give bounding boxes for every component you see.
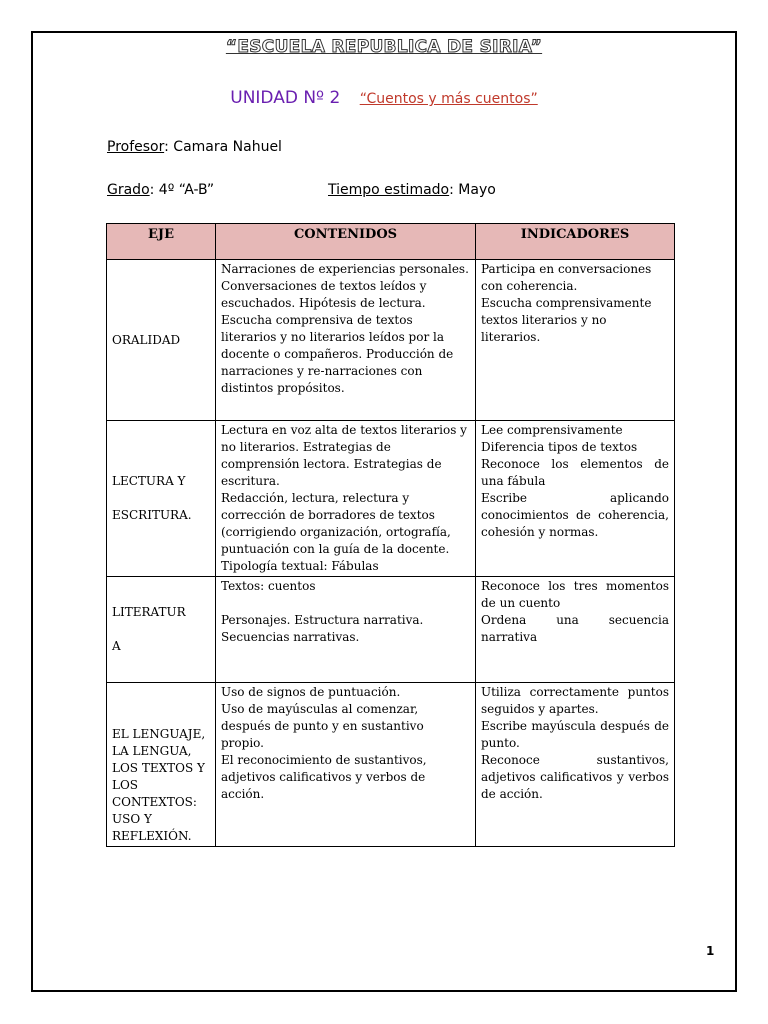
eje-cell: ORALIDAD	[107, 260, 216, 421]
tiempo-line	[328, 182, 496, 198]
indicadores-cell: Lee comprensivamente Diferencia tipos de textos Reconoce los elementos de una fábula Escribe aplicando conocimientos de coherencia, cohesión y normas.	[476, 421, 675, 577]
contenidos-cell: Narraciones de experiencias personales. Conversaciones de textos leídos y escuchados. Hipótesis de lectura. Escucha comprensiva de textos literarios y no literarios leídos por la docente o compañeros. Producción de narraciones y re-narraciones con distintos propósitos.	[216, 260, 476, 421]
indicadores-cell: Participa en conversaciones con coherencia. Escucha comprensivamente textos literarios y no literarios.	[476, 260, 675, 421]
table-row	[107, 577, 675, 683]
grado-line	[107, 182, 214, 198]
table-row	[107, 683, 675, 847]
table-header-row	[107, 224, 675, 260]
header-eje: EJE	[107, 224, 216, 260]
unit-title: “Cuentos y más cuentos”	[359, 91, 538, 107]
table-row	[107, 260, 675, 421]
indicadores-cell: Reconoce los tres momentos de un cuento Ordena una secuencia narrativa	[476, 577, 675, 683]
tiempo-value: : Mayo	[449, 182, 496, 198]
indicadores-cell: Utiliza correctamente puntos seguidos y apartes. Escribe mayúscula después de punto. Reconoce sustantivos, adjetivos calificativos y verbos de acción.	[476, 683, 675, 847]
grado-value: : 4º “A-B”	[149, 182, 215, 198]
contenidos-cell: Uso de signos de puntuación. Uso de mayúsculas al comenzar, después de punto y en sustantivo propio. El reconocimiento de sustantivos, adjetivos calificativos y verbos de acción.	[216, 683, 476, 847]
planning-table	[106, 223, 675, 847]
header-contenidos: CONTENIDOS	[216, 224, 476, 260]
grado-label: Grado	[107, 182, 150, 198]
profesor-value: : Camara Nahuel	[164, 139, 282, 155]
eje-cell: EL LENGUAJE, LA LENGUA, LOS TEXTOS Y LOS CONTEXTOS: USO Y REFLEXIÓN.	[107, 683, 216, 847]
page-number: 1	[706, 944, 715, 958]
header-indicadores: INDICADORES	[476, 224, 675, 260]
contenidos-cell: Lectura en voz alta de textos literarios y no literarios. Estrategias de comprensión lectora. Estrategias de escritura. Redacción, lectura, relectura y corrección de borradores de textos (corrigiendo organización, ortografía, puntuación con la guía de la docente. Tipología textual: Fábulas	[216, 421, 476, 577]
tiempo-label: Tiempo estimado	[328, 182, 450, 198]
unit-label: UNIDAD Nº 2	[230, 88, 341, 108]
eje-cell: LECTURA Y ESCRITURA.	[107, 421, 216, 577]
school-title: “ESCUELA REPUBLICA DE SIRIA”	[225, 37, 543, 57]
unit-heading	[0, 88, 768, 108]
contenidos-cell: Textos: cuentos Personajes. Estructura narrativa. Secuencias narrativas.	[216, 577, 476, 683]
table-row	[107, 421, 675, 577]
profesor-label: Profesor	[107, 139, 165, 155]
eje-cell: LITERATUR A	[107, 577, 216, 683]
profesor-line	[107, 139, 282, 155]
